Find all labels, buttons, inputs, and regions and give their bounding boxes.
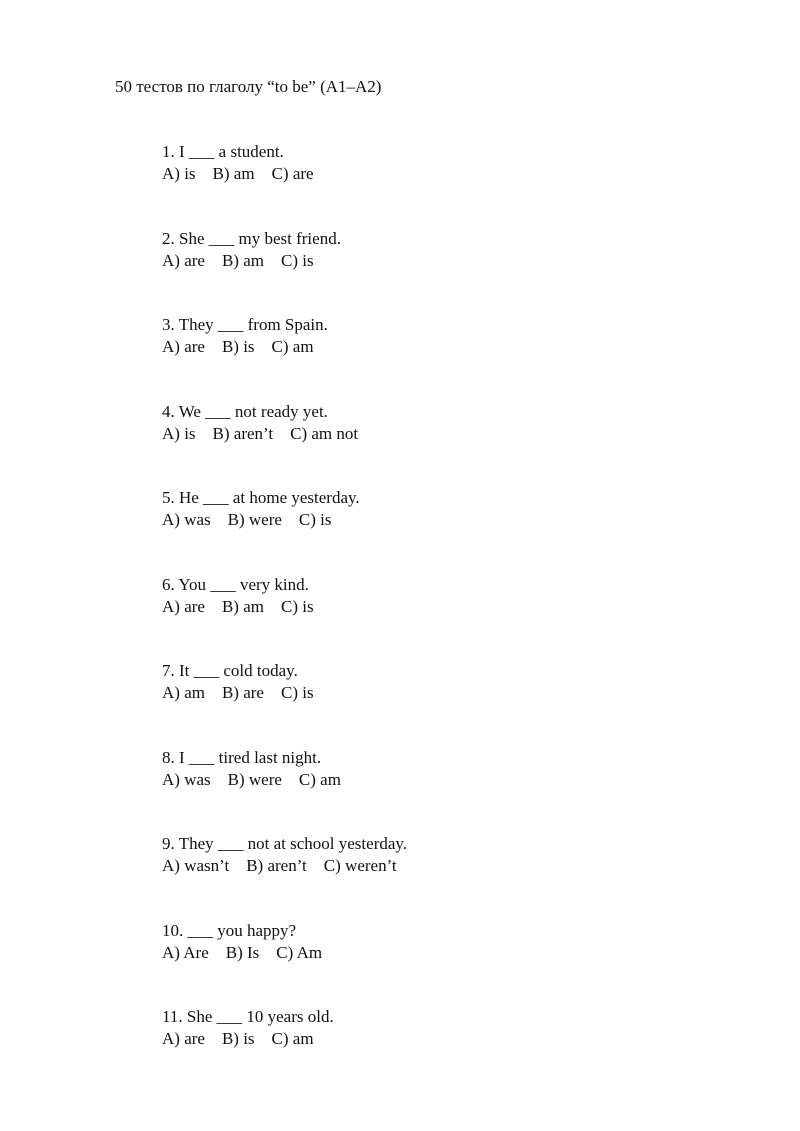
option-b: B) were [227,769,282,789]
question-text [162,747,722,769]
question-sentence: She ___ my best friend. [179,228,341,248]
question-item [162,228,722,315]
question-item [162,574,722,661]
option-c: C) am [271,337,314,356]
option-c: C) is [298,510,332,529]
question-sentence: We ___ not ready yet. [178,401,328,421]
question-sentence: It ___ cold today. [179,661,298,680]
answer-options [162,163,722,185]
question-text [162,487,722,509]
question-item [162,401,722,488]
option-c: C) is [280,250,314,270]
option-b: B) is [221,1029,255,1048]
answer-options [162,423,722,445]
question-number: 10. [162,920,184,940]
question-number: 9. [162,834,175,853]
option-b: B) aren’t [212,423,274,443]
question-item [162,920,722,1007]
option-a: A) wasn’t [162,856,230,875]
option-a: A) is [162,423,196,443]
question-sentence: He ___ at home yesterday. [179,488,360,507]
question-text [162,833,722,855]
question-item [162,141,722,228]
question-sentence: They ___ not at school yesterday. [178,834,408,853]
question-text [162,920,722,942]
question-item [162,314,722,401]
answer-options [162,682,722,704]
option-c: C) is [280,683,314,702]
question-item [162,747,722,834]
answer-options [162,250,722,272]
option-c: C) Am [276,942,323,962]
option-b: B) were [227,510,282,529]
answer-options [162,855,722,877]
option-a: A) Are [162,942,209,962]
question-number: 2. [162,228,175,248]
question-number: 5. [162,488,175,507]
option-c: C) is [280,596,314,616]
option-c: C) am [271,1029,314,1048]
option-a: A) was [162,769,211,789]
option-c: C) are [271,164,314,183]
question-sentence: I ___ a student. [179,142,284,161]
answer-options [162,1028,722,1050]
question-text [162,228,722,250]
option-b: B) am [221,596,264,616]
question-list [162,141,722,1093]
question-number: 4. [162,401,175,421]
option-c: C) weren’t [323,856,397,875]
option-b: B) aren’t [246,856,307,875]
question-item [162,1006,722,1093]
question-number: 3. [162,315,175,334]
question-sentence: You ___ very kind. [178,574,309,594]
option-a: A) am [162,683,205,702]
question-text [162,660,722,682]
answer-options [162,509,722,531]
question-text [162,1006,722,1028]
option-a: A) are [162,250,205,270]
question-number: 7. [162,661,175,680]
answer-options [162,336,722,358]
option-b: B) Is [225,942,260,962]
answer-options [162,769,722,791]
question-number: 11. [162,1007,183,1026]
answer-options [162,942,722,964]
question-number: 8. [162,747,175,767]
question-text [162,141,722,163]
option-c: C) am not [290,423,359,443]
document-title: 50 тестов по глаголу “to be” (A1–A2) [115,77,382,96]
option-a: A) is [162,164,196,183]
question-sentence: They ___ from Spain. [178,315,328,334]
question-item [162,833,722,920]
answer-options [162,596,722,618]
option-b: B) are [221,683,264,702]
option-a: A) was [162,510,211,529]
option-a: A) are [162,337,205,356]
question-sentence: ___ you happy? [187,920,297,940]
question-sentence: She ___ 10 years old. [186,1007,334,1026]
option-c: C) am [298,769,341,789]
option-a: A) are [162,596,205,616]
question-text [162,314,722,336]
question-sentence: I ___ tired last night. [179,747,322,767]
option-a: A) are [162,1029,205,1048]
question-item [162,660,722,747]
question-number: 1. [162,142,175,161]
option-b: B) am [221,250,264,270]
question-text [162,401,722,423]
question-item [162,487,722,574]
question-number: 6. [162,574,175,594]
question-text [162,574,722,596]
option-b: B) am [212,164,255,183]
option-b: B) is [221,337,255,356]
